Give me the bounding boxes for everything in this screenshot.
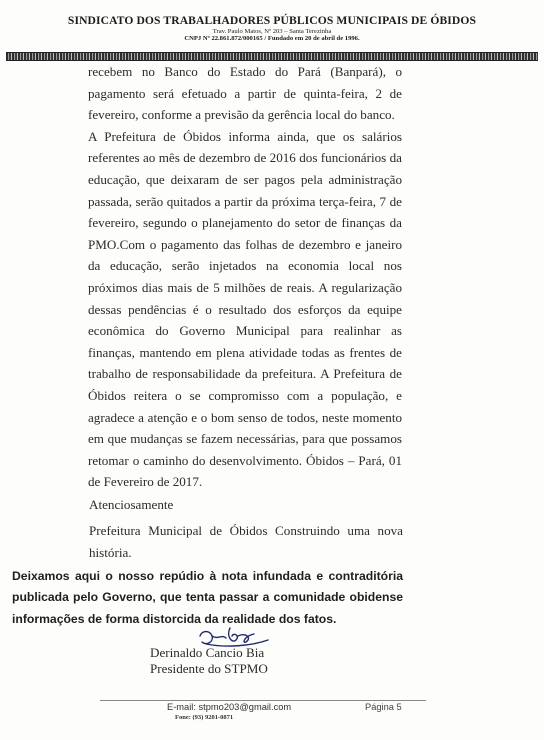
closing-sender: Prefeitura Municipal de Óbidos Construindo uma nova história. [89, 523, 403, 560]
body-paragraph: recebem no Banco do Estado do Pará (Banpará), o pagamento será efetuado a partir de quinta-feira, 2 de fevereiro, conforme a previsão da gerência local do banco. [88, 64, 402, 123]
body-paragraph: A Prefeitura de Óbidos informa ainda, que os salários referentes ao mês de dezembro de 2016 dos funcionários da educação, que deixaram de ser pagos pela administração passada, serão quitados a partir da próxima terça-feira, 7 de fevereiro, segundo o planejamento do setor de finanças da PMO.Com o pagamento das folhas de dezembro e janeiro da educação, serão injetados na economia local nos próximos dias mais de 5 milhões de reais. A regularização dessas pendências é o resultado dos esforços da equipe econômica do Governo Municipal para realinhar as finanças, mantendo em plena atividade todas as frentes de trabalho de responsabilidade da prefeitura. A Prefeitura de Óbidos reitera o se compromisso com a população, e agradece a atenção e o bom senso de todos, neste momento em que mudanças se fazem necessárias, para que possamos retomar o caminho do desenvolvimento. Óbidos – Pará, 01 de Fevereiro de 2017. [88, 128, 402, 490]
letterhead-divider [6, 52, 538, 61]
closing-greeting: Atenciosamente [89, 497, 174, 512]
signer-name: Derinaldo Cancio Bia [150, 645, 265, 660]
letterhead [0, 14, 544, 42]
footer-divider [100, 700, 426, 701]
footer-email[interactable]: E-mail: stpmo203@gmail.com [167, 702, 292, 712]
organization-address: Trav. Paulo Matos, Nº 203 – Santa Terezinha [212, 28, 332, 35]
signer-role: Presidente do STPMO [150, 661, 268, 676]
organization-name: SINDICATO DOS TRABALHADORES PÚBLICOS MUNICIPAIS DE ÓBIDOS [67, 14, 477, 27]
signer-block [150, 645, 268, 677]
organization-cnpj: CNPJ Nº 22.861.872/000165 / Fundado em 20 de abril de 1996. [184, 35, 360, 42]
repudiation-statement: Deixamos aqui o nosso repúdio à nota infundada e contraditória publicada pelo Governo, que tenta passar a comunidade obidense informações de forma distorcida da realidade dos fatos. [12, 569, 403, 626]
footer-phone: Fone: (93) 9201-0871 [175, 714, 234, 721]
letter-body [88, 61, 402, 493]
page-number: Página 5 [365, 702, 402, 712]
